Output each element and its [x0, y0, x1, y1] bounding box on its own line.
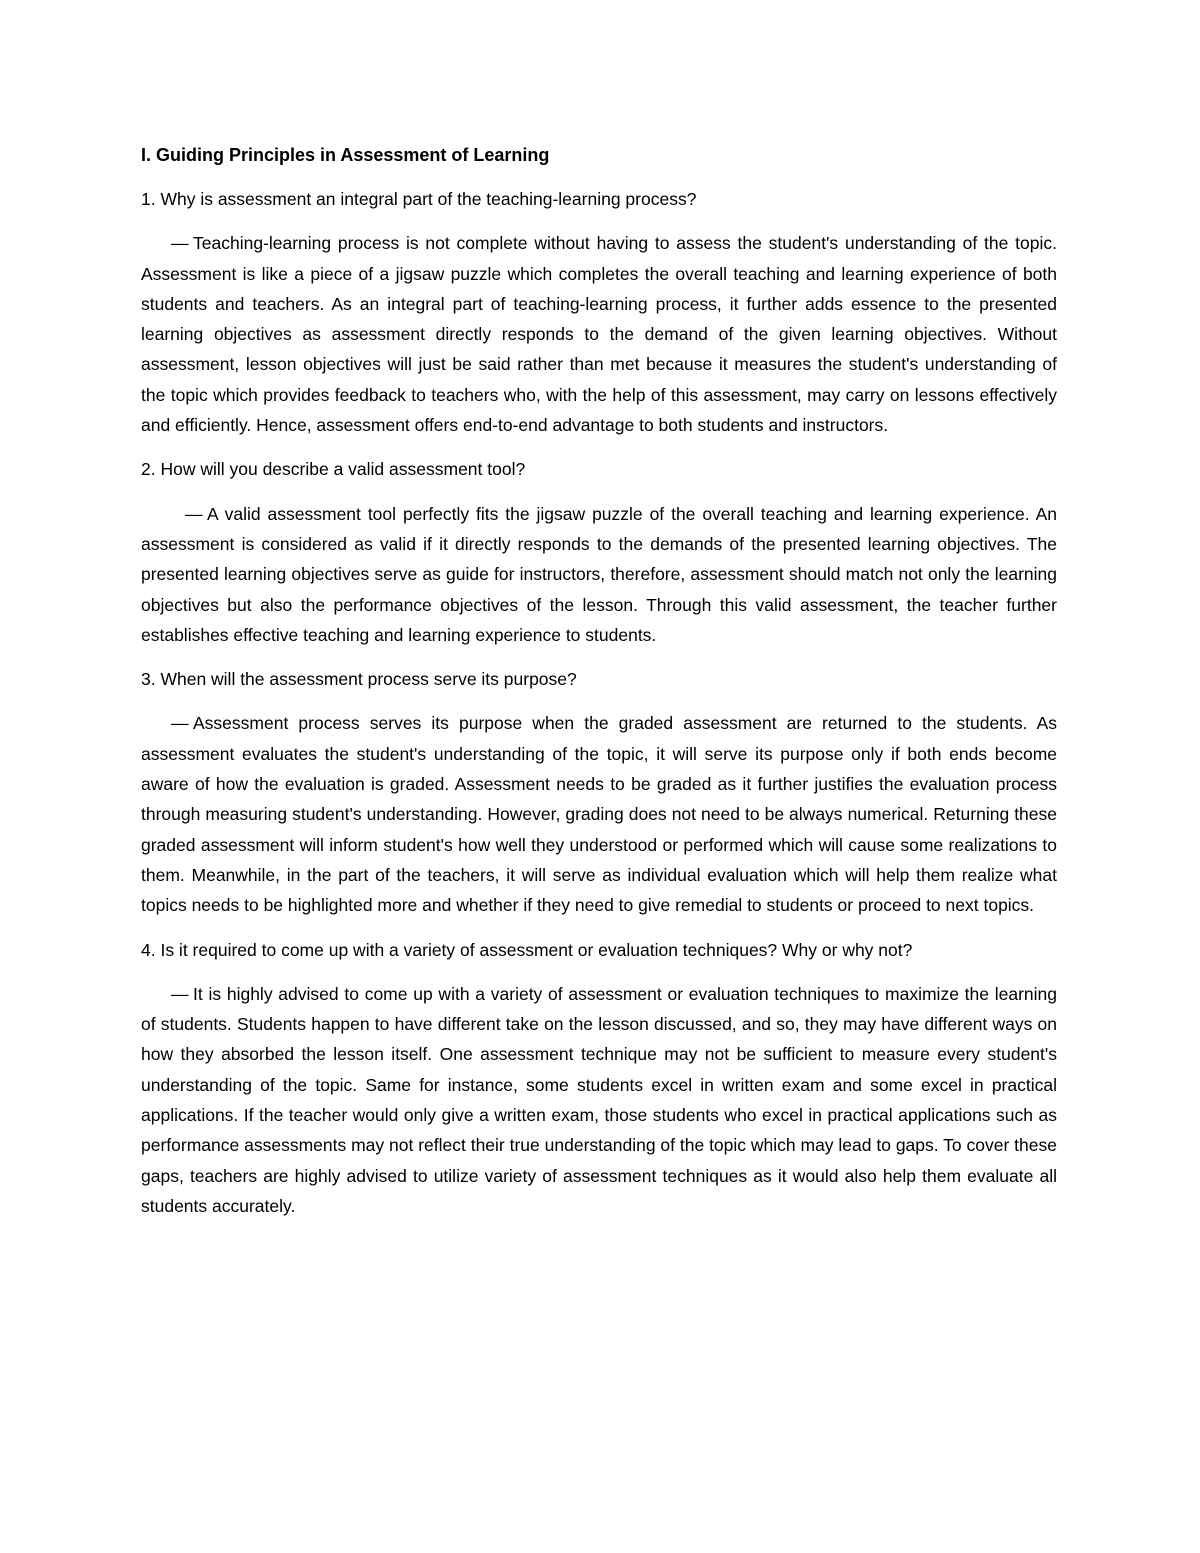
question-4: 4. Is it required to come up with a variety of assessment or evaluation techniques? Why or why not? — [141, 939, 913, 960]
answer-1-text: Teaching-learning process is not complete without having to assess the student's understanding of the topic. Assessment is like a piece of a jigsaw puzzle which completes the overall teaching and learning experience of both students and teachers. As an integral part of teaching-learning process, it further adds essence to the presented learning objectives as assessment directly responds to the demand of the given learning objectives. Without assessment, lesson objectives will just be said rather than met because it measures the student's understanding of the topic which provides feedback to teachers who, with the help of this assessment, may carry on lessons effectively and efficiently. Hence, assessment offers end-to-end advantage to both students and instructors. — [141, 233, 1057, 436]
answer-dash: — — [171, 713, 189, 734]
answer-3 — [141, 708, 1057, 920]
question-1: 1. Why is assessment an integral part of the teaching-learning process? — [141, 189, 697, 209]
answer-2-text: A valid assessment tool perfectly fits the jigsaw puzzle of the overall teaching and learning experience. An assessment is considered as valid if it directly responds to the demands of the presented learning objectives. The presented learning objectives serve as guide for instructors, therefore, assessment should match not only the learning objectives but also the performance objectives of the lesson. Through this valid assessment, the teacher further establishes effective teaching and learning experience to students. — [141, 503, 1057, 645]
answer-3-text: Assessment process serves its purpose when the graded assessment are returned to the students. As assessment evaluates the student's understanding of the topic, it will serve its purpose only if both ends become aware of how the evaluation is graded. Assessment needs to be graded as it further justifies the evaluation process through measuring student's understanding. However, grading does not need to be always numerical. Returning these graded assessment will inform student's how well they understood or performed which will cause some realizations to them. Meanwhile, in the part of the teachers, it will serve as individual evaluation which will help them realize what topics needs to be highlighted more and whether if they need to give remedial to students or proceed to next topics. — [141, 713, 1057, 916]
answer-4-text: It is highly advised to come up with a variety of assessment or evaluation techniques to maximize the learning of students. Students happen to have different take on the lesson discussed, and so, they may have different ways on how they absorbed the lesson itself. One assessment technique may not be sufficient to measure every student's understanding of the topic. Same for instance, some students excel in written exam and some excel in practical applications. If the teacher would only give a written exam, those students who excel in practical applications such as performance assessments may not reflect their true understanding of the topic which may lead to gaps. To cover these gaps, teachers are highly advised to utilize variety of assessment techniques as it would also help them evaluate all students accurately. — [141, 983, 1057, 1216]
section-title: I. Guiding Principles in Assessment of Learning — [141, 145, 550, 165]
question-2: 2. How will you describe a valid assessment tool? — [141, 459, 526, 480]
answer-4 — [141, 979, 1057, 1221]
answer-dash: — — [171, 233, 189, 254]
answer-2 — [141, 499, 1057, 650]
answer-1 — [141, 228, 1057, 440]
answer-dash: — — [171, 983, 189, 1004]
question-3: 3. When will the assessment process serve its purpose? — [141, 669, 577, 690]
document-page — [141, 140, 1057, 1235]
answer-dash: — — [185, 503, 203, 524]
